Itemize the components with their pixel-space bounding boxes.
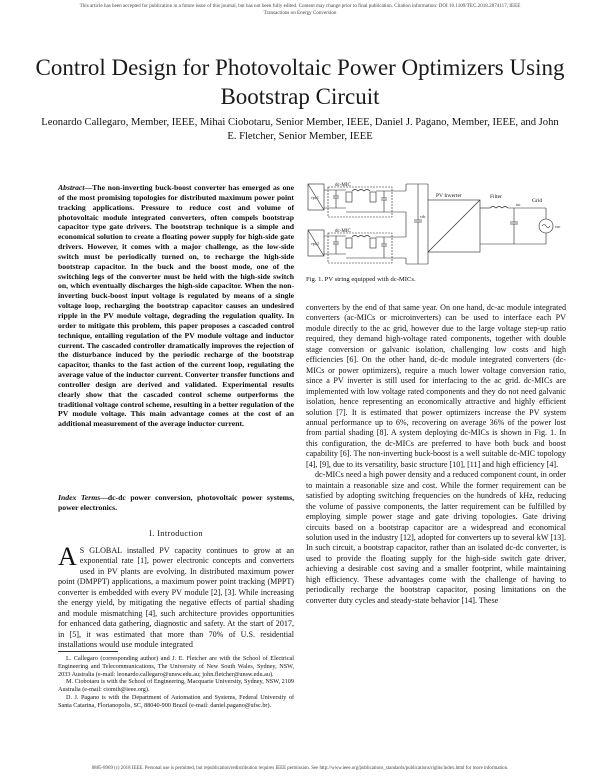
author-list: Leonardo Callegaro, Member, IEEE, Mihai Ciobotaru, Senior Member, IEEE, Daniel J. Pagano, Member, IEEE, and John E. Fletcher, Senior Member, IEEE — [41, 117, 559, 142]
dcmic-box-1 — [328, 187, 392, 217]
footnote-1: L. Callegaro (corresponding author) and J. E. Fletcher are with the School of Electrical Engineering and Telecommunications, The University of New South Wales, Sydney, NSW, 2033 Australia (e-mail: leonardo.callegaro@unsw.edu.au; john.fletcher@unsw.edu.au). — [58, 655, 294, 678]
journal-header-line2: Transactions on Energy Conversion — [263, 10, 337, 16]
introduction-text — [58, 542, 294, 651]
dropcap: A — [58, 542, 77, 571]
abstract-text: —The non-inverting buck-boost converter has emerged as one of the most promising topologies for distributed maximum power point tracking applications. Pressure to reduce cost and volume of photovoltaic module integrated converters, often compels bootstrap capacitor type gate drivers. The bootstrap technique is a simple and economical solution to create a floating power supply for high-side gate drivers. However, it comes with a major challenge, as the low-side switch must be periodically turned on, to recharge the high-side bootstrap capacitor. In the buck and the boost mode, one of the switching legs of the converter must be held with the high-side switch on, which eventually discharges the high-side capacitor. When the non-inverting buck-boost input voltage is regulated by means of a single voltage loop, recharging the bootstrap capacitor causes an undesired ripple in the PV module voltage, degrading the regulation quality. In order to mitigate this problem, this paper proposes a cascaded control technique, entailing regulation of the PV module voltage and inductor current. The cascaded controller dramatically improves the rejection of the disturbance induced by the periodic recharge of the bootstrap capacitor, thanks to the fast action of the current loop, regulating the average value of the inductor current. Converter transfer functions and controller design are derived and validated. Experimental results clearly show that the cascaded control scheme outperforms the traditional voltage control scheme, resulting in a better regulation of the PV module voltage. This main advantage comes at the cost of an additional measurement of the average inductor current. — [58, 183, 294, 429]
vpv1-label: vpv,1 — [311, 196, 319, 200]
index-terms-label: Index Terms — [58, 493, 101, 502]
section-heading: I. Introduction — [149, 529, 203, 538]
vac-label: vac — [555, 225, 561, 229]
footnote-2: M. Ciobotaru is with the School of Engineering, Macquarie University, Sydney, NSW, 2109 Australia (e-mail: ciomih@ieee.org). — [58, 678, 294, 694]
dcmic-box-2 — [328, 233, 392, 263]
vdc-label: vdc — [420, 215, 426, 219]
right-paragraph-1: converters by the end of that same year. On one hand, dc-ac module integrated converters (ac-MICs or microinverters) can be used to interface each PV module directly to the ac grid, however due to the large voltage step-up ratio required, they demand high-voltage rated components, together with double stage conversion or galvanic isolation, challenging low costs and high efficiencies [6]. On the other hand, dc-dc module integrated converters (dc-MICs or power optimizers), require a much lower voltage conversion ratio, since a PV inverter is still used for interfacing to the ac grid. dc-MICs are implemented with low voltage rated components and they do not need galvanic isolation, hence representing an economically attractive and highly efficient solution [7]. It is estimated that power optimizers increase the PV system annual performance up to 6%, recovering on average 36% of the power lost from partial shading [8]. A system deploying dc-MICs is shown in Fig. 1. In this configuration, the dc-MICs are preferred to have both buck and boost capability [6]. The non-inverting buck-boost is a well suitable dc-MIC topology [4], [9], due to its versatility, basic structure [10], [11] and high efficiency [4]. — [306, 303, 566, 469]
filter-label: Filter — [490, 194, 502, 200]
intro-body: S GLOBAL installed PV capacity continues to grow at an exponential rate [1], power electronic concepts and converters used in PV plants are evolving. In distributed maximum power point (DMPPT) applications, a maximum power point tracking (MPPT) converter is embedded with every PV module [2], [3]. While increasing the energy yield, by mitigating the negative effects of partial shading and module mismatching [4], such architecture provides opportunities for enhanced data gathering, diagnostic and safety. At the start of 2017, in [5], it was estimated that more than 70% of U.S. residential installations would use module integrated — [58, 546, 294, 650]
footnote-3: D. J. Pagano is with the Department of Automation and Systems, Federal University of Santa Catarina, Florianopolis, SC, 88040-900 Brazil (e-mail: daniel.pagano@ufsc.br). — [58, 693, 294, 709]
index-terms — [58, 493, 294, 513]
footnotes — [58, 655, 294, 710]
copyright-footer: 0885-8969 (c) 2018 IEEE. Personal use is permitted, but republication/redistribution requires IEEE permission. See http://www.ieee.org/publications_standards/publications/rights/index.html for more information. — [91, 766, 509, 771]
vpv2-label: vpv,2 — [311, 242, 319, 246]
figure-caption: Fig. 1. PV string equipped with dc-MICs. — [306, 276, 416, 283]
pv-inverter-label: PV Inverter — [436, 193, 462, 199]
dcmic-label-1: dc-MIC — [335, 183, 351, 188]
abstract-label: Abstract — [58, 183, 85, 192]
abstract — [58, 183, 294, 429]
journal-header-line1: This article has been accepted for publication in a future issue of this journal, but has not been fully edited. Content may change prior to final publication. Citation information: DOI 10.1109/TEC.2018.2874117, IEEE — [79, 3, 521, 9]
paper-title: Control Design for Photovoltaic Power Optimizers Using Bootstrap Circuit — [35, 55, 565, 109]
figure-pv-string — [306, 178, 566, 270]
right-paragraph-2: dc-MICs need a high power density and a reduced component count, in order to maintain a reasonable size and cost. While the former requirement can be satisfied by adopting switching frequencies on the hundreds of kHz, reducing the volume of passive components, the latter requirement can be fulfilled by employing simple power stage and gate driving topologies. Gate driving circuits based on a bootstrap capacitor are a widespread and economical solution used in the industry [12], adopted for converters up to several kW [13]. In such circuit, a bootstrap capacitor, rather than an isolated dc-dc converter, is used to provide the floating supply for the high-side switch gate driver, achieving a desirable cost saving and a smaller footprint, while maintaining high efficiency. These advantages come with the challenge of having to periodically recharge the bootstrap capacitor, posing limitations on the converter duty cycles and steady-state behavior [14]. These — [306, 470, 566, 605]
right-column-text — [306, 303, 566, 606]
grid-label: Grid — [532, 198, 543, 204]
footnote-rule — [58, 651, 118, 652]
index-terms-text: —dc-dc power conversion, photovoltaic power systems, power electronics. — [58, 493, 294, 512]
iac-label: iac — [516, 203, 521, 207]
dcmic-label-2: dc-MIC — [335, 229, 351, 234]
